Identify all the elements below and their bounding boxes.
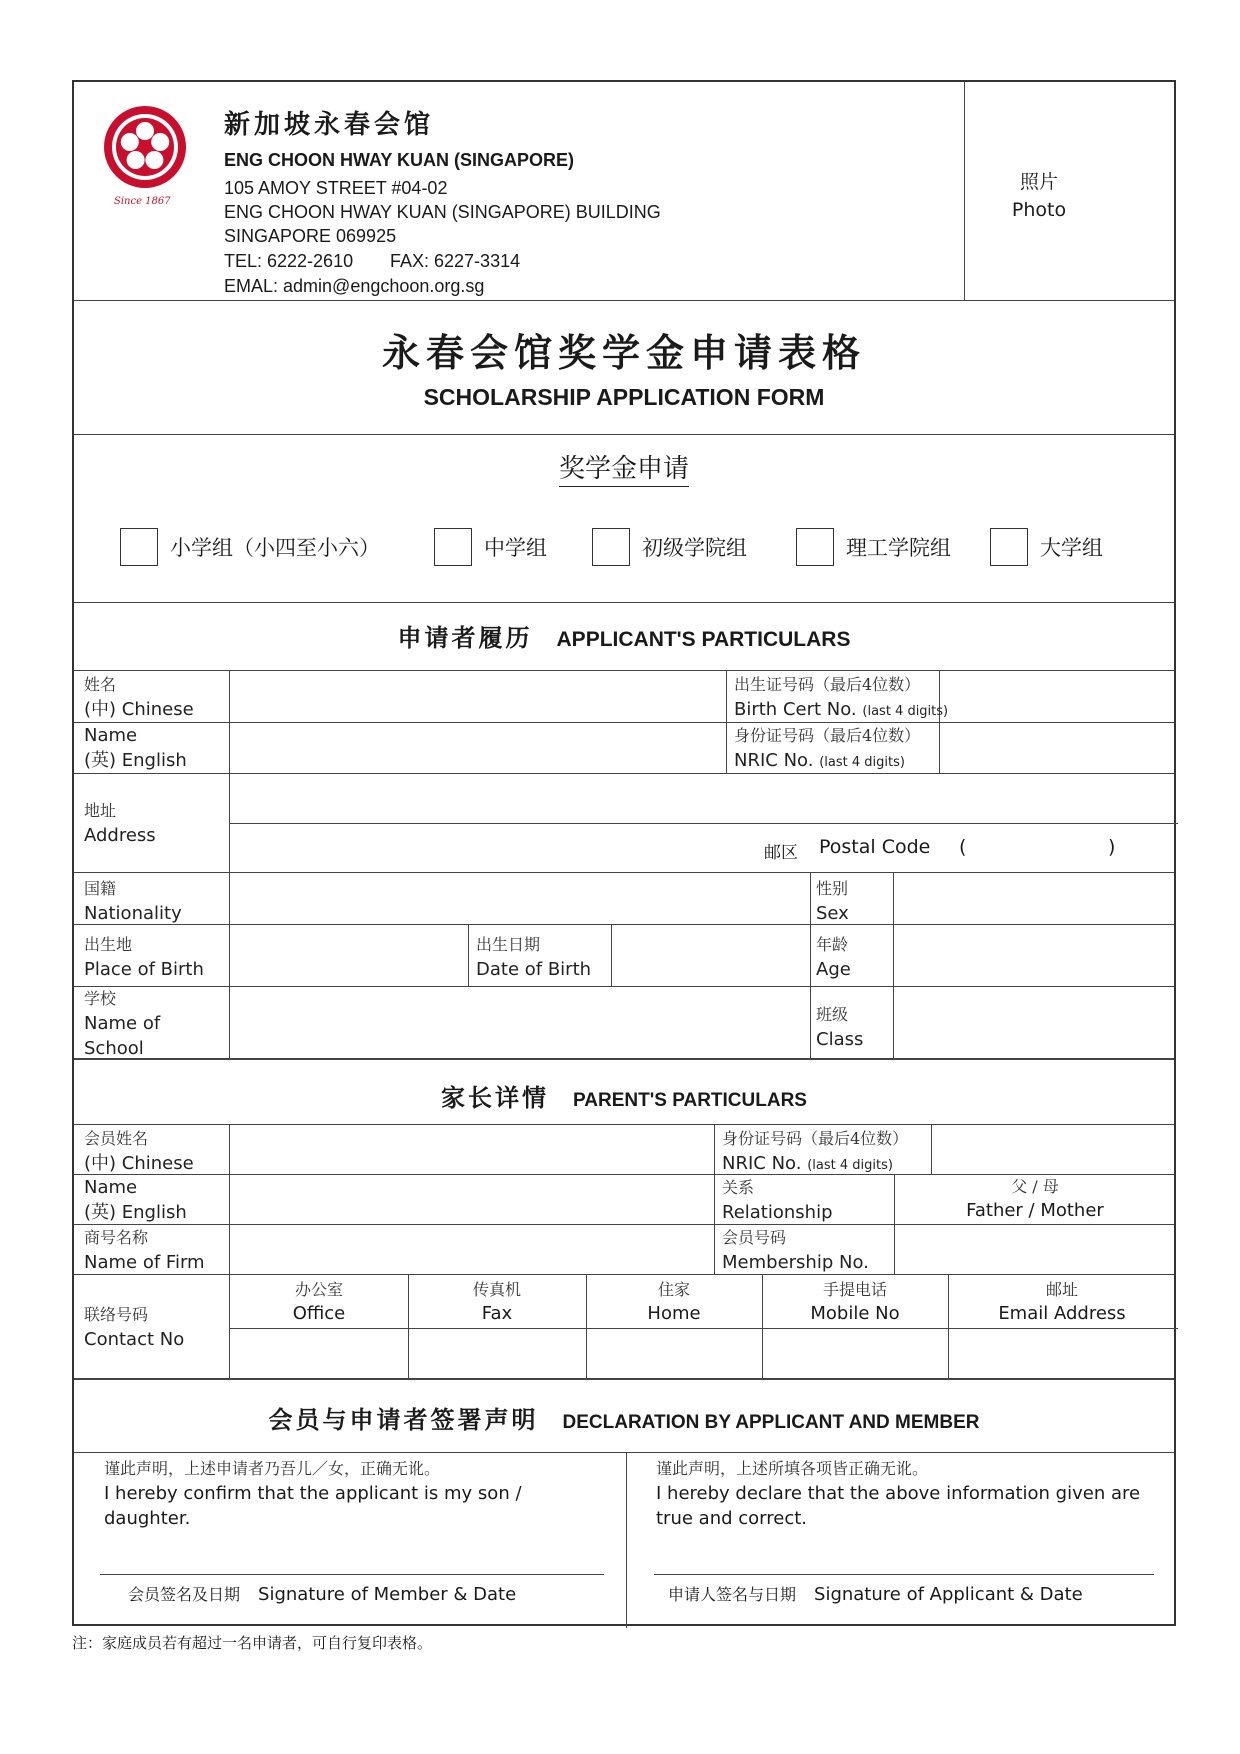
since-year: Since 1867 <box>114 196 171 207</box>
input-name-english[interactable] <box>230 724 800 772</box>
label-birth-cert: 出生证号码（最后4位数） Birth Cert No. (last 4 digits) <box>734 675 949 720</box>
ech-logo-icon <box>102 104 188 190</box>
label-fax: 传真机 Fax <box>472 1280 521 1324</box>
input-home-phone[interactable] <box>586 1329 762 1377</box>
label-class: 班级 Class <box>816 1005 864 1050</box>
input-place-of-birth[interactable] <box>230 925 468 985</box>
label-date-of-birth: 出生日期 Date of Birth <box>476 935 592 980</box>
option-primary-label: 小学组（小四至小六） <box>170 536 380 560</box>
input-nric[interactable] <box>940 724 1176 772</box>
applicant-signature-field[interactable] <box>654 1512 1154 1574</box>
label-parent-nric: 身份证号码（最后4位数） NRIC No. (last 4 digits) <box>722 1129 909 1174</box>
input-name-chinese[interactable] <box>230 672 800 720</box>
member-signature-label: 会员签名及日期 Signature of Member & Date <box>128 1584 517 1605</box>
form-title-zh: 永春会馆奖学金申请表格 <box>381 330 866 375</box>
label-mobile: 手提电话 Mobile No <box>810 1280 900 1324</box>
input-address-line-1[interactable] <box>230 774 1176 822</box>
checkbox-junior-college[interactable] <box>592 528 630 566</box>
parent-section-heading: 家长详情 PARENT'S PARTICULARS <box>441 1083 807 1112</box>
checkbox-university[interactable] <box>990 528 1028 566</box>
applicant-section-heading: 申请者履历 APPLICANT'S PARTICULARS <box>397 623 851 652</box>
input-sex[interactable] <box>894 873 1176 923</box>
input-address-line-2[interactable] <box>230 824 730 872</box>
application-form <box>72 80 1176 1626</box>
input-parent-nric[interactable] <box>932 1125 1176 1173</box>
label-contact-no: 联络号码 Contact No <box>84 1305 185 1350</box>
checkbox-polytechnic[interactable] <box>796 528 834 566</box>
declaration-section-heading: 会员与申请者签署声明 DECLARATION BY APPLICANT AND MEMBER <box>268 1405 980 1434</box>
label-nric: 身份证号码（最后4位数） NRIC No. (last 4 digits) <box>734 726 921 771</box>
option-university-label: 大学组 <box>1040 536 1103 560</box>
footnote: 注：家庭成员若有超过一名申请者，可自行复印表格。 <box>72 1634 433 1652</box>
photo-box[interactable] <box>974 168 1104 224</box>
label-postal-zh: 邮区 <box>764 843 798 863</box>
postal-paren-close: ) <box>1108 836 1116 858</box>
label-relationship: 关系 Relationship <box>722 1178 833 1223</box>
label-name-english: Name (英) English <box>84 725 187 771</box>
email-address: EMAL: admin@engchoon.org.sg <box>224 276 485 296</box>
label-office: 办公室 Office <box>292 1280 346 1324</box>
checkbox-primary[interactable] <box>120 528 158 566</box>
label-member-name-chinese: 会员姓名 (中) Chinese <box>84 1129 194 1174</box>
input-firm-name[interactable] <box>230 1225 714 1273</box>
label-membership-no: 会员号码 Membership No. <box>722 1228 869 1273</box>
label-address: 地址 Address <box>84 801 156 846</box>
label-name-chinese: 姓名 (中) Chinese <box>84 675 194 720</box>
input-mobile[interactable] <box>762 1329 948 1377</box>
input-member-name-english[interactable] <box>230 1175 714 1223</box>
input-email[interactable] <box>948 1329 1176 1377</box>
tel-number: TEL: 6222-2610 <box>224 251 354 271</box>
label-firm-name: 商号名称 Name of Firm <box>84 1228 205 1273</box>
label-nationality: 国籍 Nationality <box>84 879 182 924</box>
input-fax[interactable] <box>408 1329 586 1377</box>
input-birth-cert[interactable] <box>940 672 1176 720</box>
father-mother-option[interactable]: 父 / 母 Father / Mother <box>966 1177 1104 1221</box>
photo-label-zh: 照片 <box>1019 171 1058 193</box>
input-date-of-birth[interactable] <box>612 925 810 985</box>
label-member-name-english: Name (英) English <box>84 1177 187 1223</box>
label-email: 邮址 Email Address <box>998 1280 1126 1324</box>
member-declaration-text: 谨此声明，上述申请者乃吾儿／女，正确无讹。 I hereby confirm that the applicant is my son / daughter. <box>104 1459 522 1529</box>
address-line-3: SINGAPORE 069925 <box>224 226 397 246</box>
applicant-declaration-text: 谨此声明，上述所填各项皆正确无讹。 I hereby declare that the above information given are true and correct. <box>656 1459 1141 1529</box>
address-line-2: ENG CHOON HWAY KUAN (SINGAPORE) BUILDING <box>224 202 661 222</box>
form-title-en: SCHOLARSHIP APPLICATION FORM <box>423 384 825 410</box>
address-line-1: 105 AMOY STREET #04-02 <box>224 178 448 198</box>
applicant-signature-label: 申请人签名与日期 Signature of Applicant & Date <box>668 1584 1083 1605</box>
label-age: 年龄 Age <box>816 935 851 980</box>
input-membership-no[interactable] <box>896 1225 1176 1273</box>
postal-paren-open: ( <box>959 836 967 858</box>
option-junior-college-label: 初级学院组 <box>642 536 747 560</box>
input-office-phone[interactable] <box>230 1329 408 1377</box>
scholarship-type-title: 奖学金申请 <box>74 448 1174 485</box>
label-home: 住家 Home <box>647 1280 701 1324</box>
input-age[interactable] <box>894 925 1176 985</box>
member-signature-field[interactable] <box>100 1512 604 1574</box>
label-sex: 性别 Sex <box>816 879 849 924</box>
org-name-chinese: 新加坡永春会馆 <box>224 110 435 140</box>
input-nationality[interactable] <box>230 873 810 923</box>
photo-label-en: Photo <box>1011 199 1067 221</box>
org-name-english: ENG CHOON HWAY KUAN (SINGAPORE) <box>224 150 575 170</box>
input-member-name-chinese[interactable] <box>230 1125 714 1173</box>
option-polytechnic-label: 理工学院组 <box>846 536 951 560</box>
input-school[interactable] <box>230 987 810 1057</box>
input-class[interactable] <box>894 987 1176 1057</box>
fax-number: FAX: 6227-3314 <box>390 251 521 271</box>
input-postal-code[interactable] <box>972 828 1102 868</box>
label-postal-en: Postal Code <box>819 836 931 858</box>
label-school: 学校 Name of School <box>84 989 161 1059</box>
option-secondary-label: 中学组 <box>484 536 547 560</box>
label-place-of-birth: 出生地 Place of Birth <box>84 935 204 980</box>
checkbox-secondary[interactable] <box>434 528 472 566</box>
